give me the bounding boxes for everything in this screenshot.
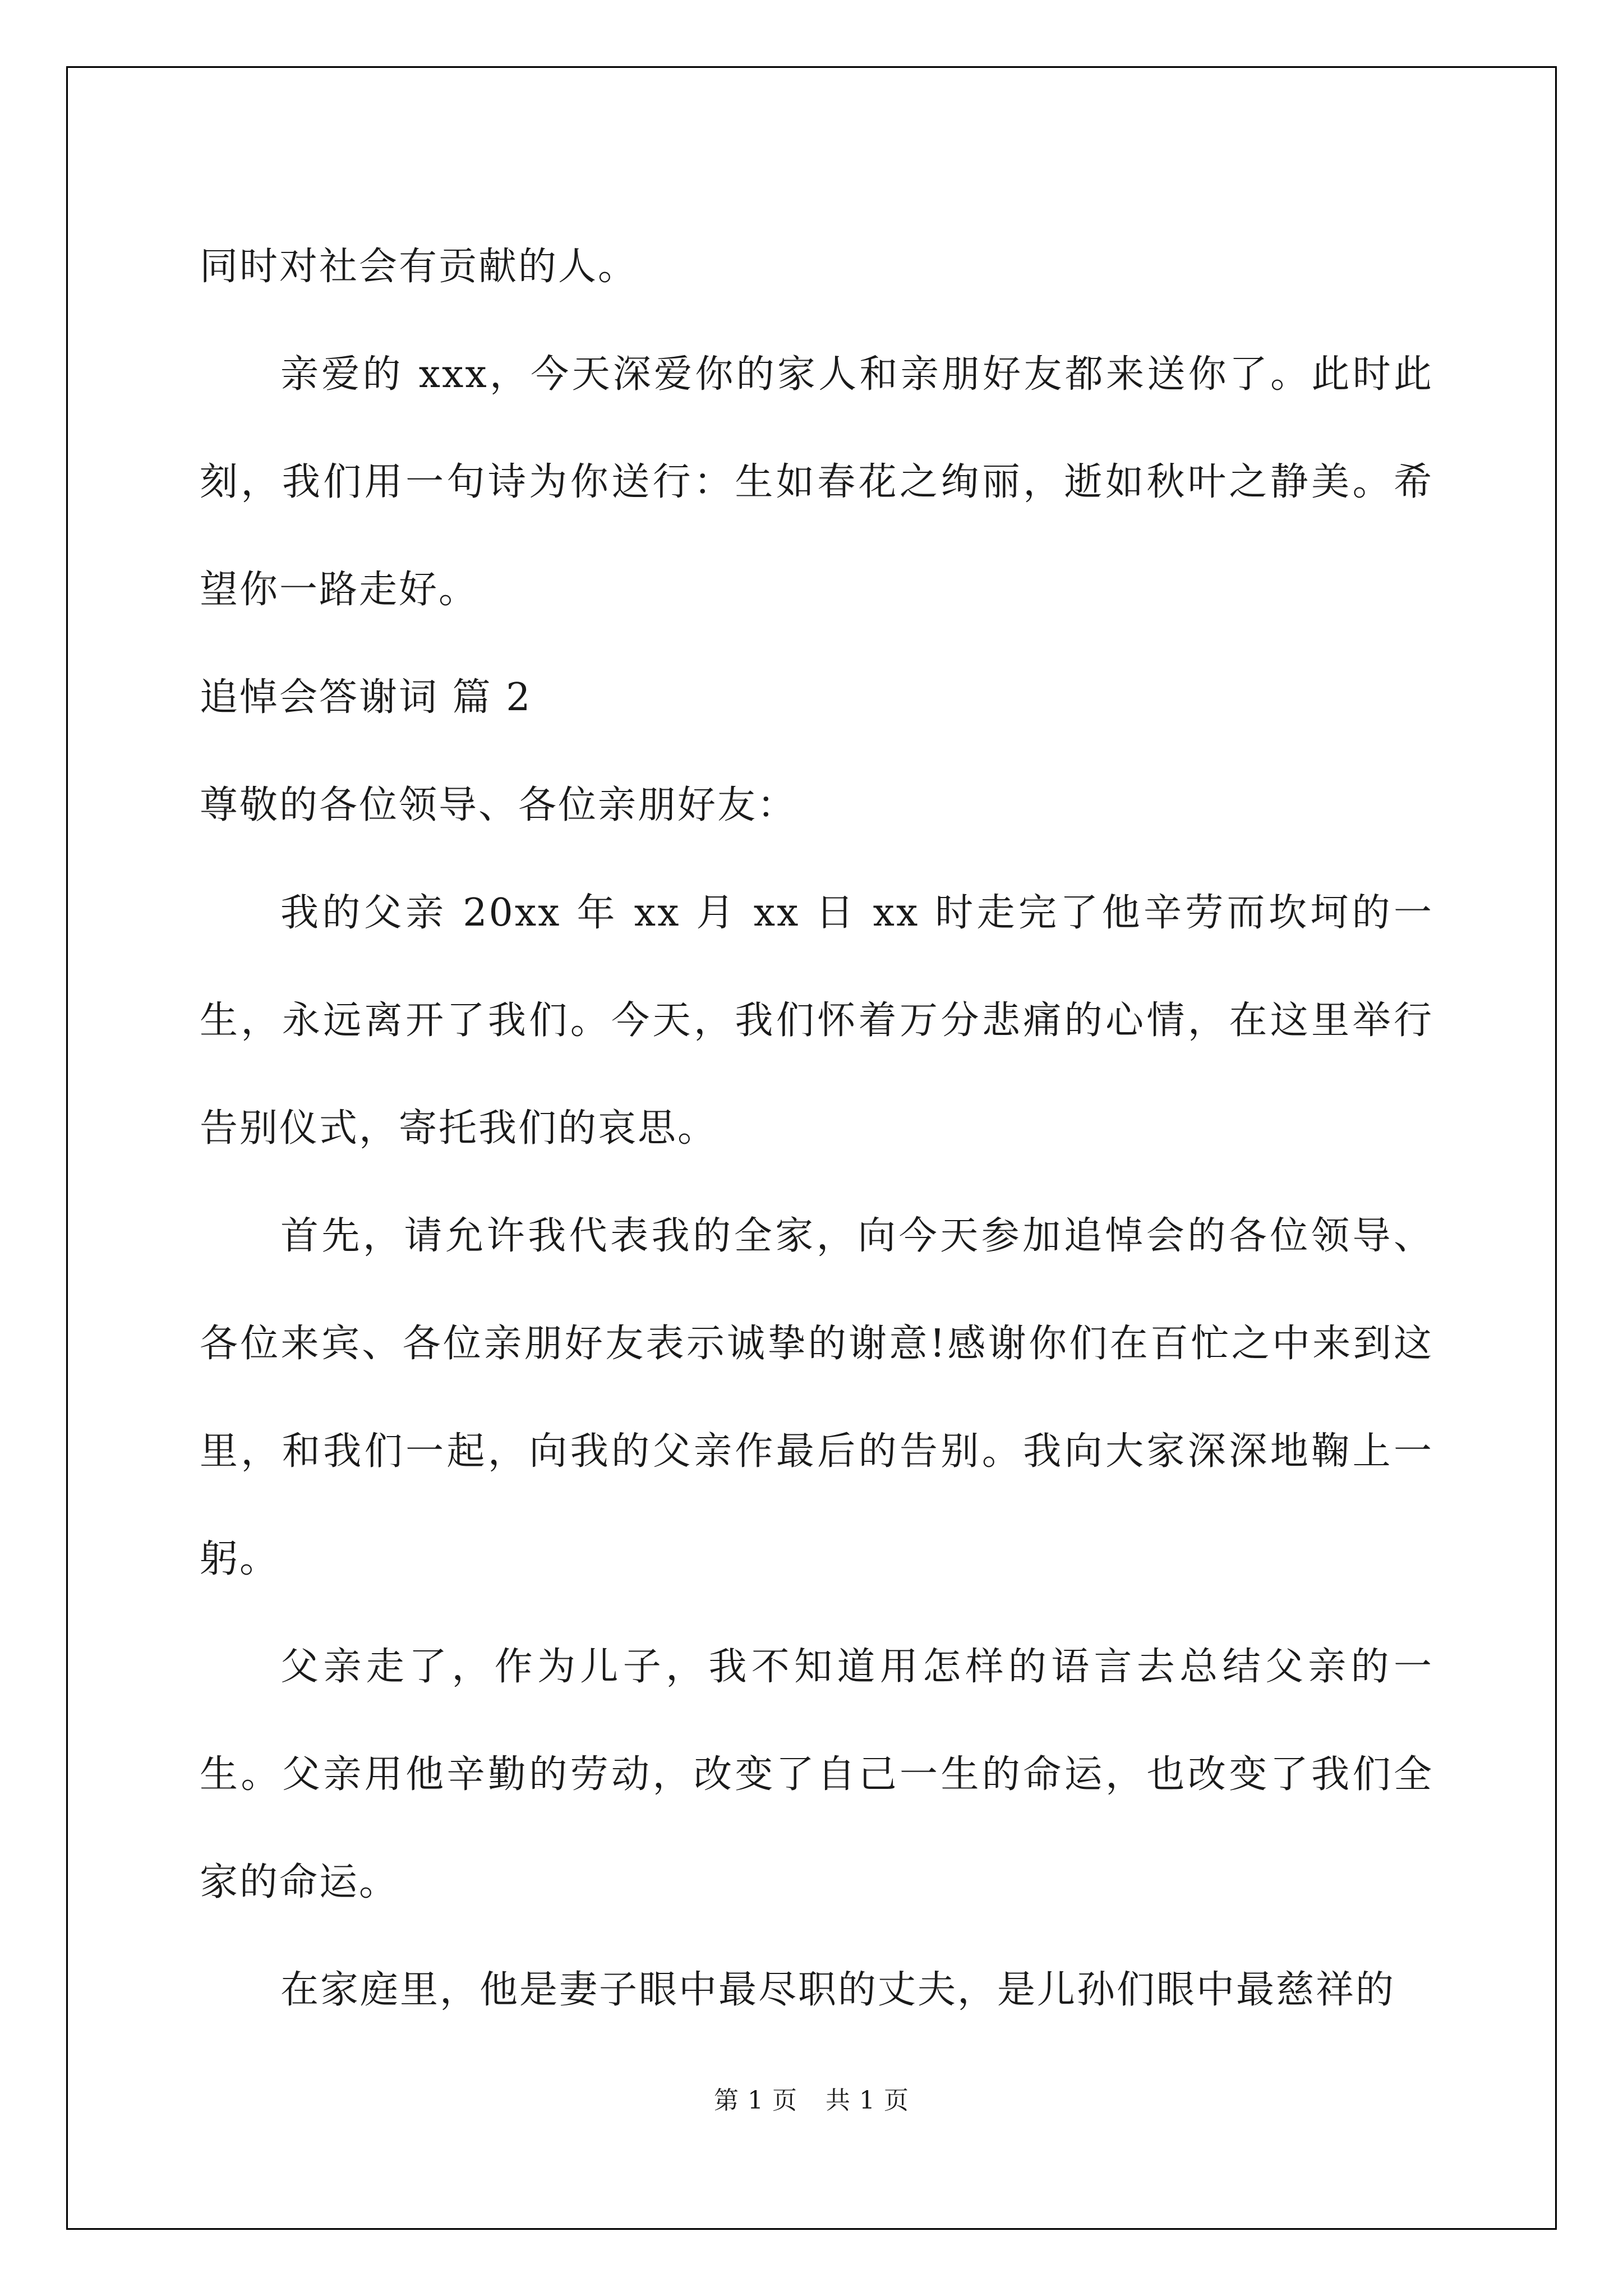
paragraph-2: 亲爱的 xxx，今天深爱你的家人和亲朋好友都来送你了。此时此刻，我们用一句诗为你送行：生如春花之绚丽，逝如秋叶之静美。希望你一路走好。: [200, 352, 1433, 612]
section-heading: 追悼会答谢词 篇 2: [200, 675, 532, 720]
document-body: [200, 213, 1433, 2044]
paragraph-5: 我的父亲 20xx 年 xx 月 xx 日 xx 时走完了他辛劳而坎坷的一生，永远离开了我们。今天，我们怀着万分悲痛的心情，在这里举行告别仪式，寄托我们的哀思。: [200, 891, 1433, 1151]
page-number: 第 1 页: [714, 2086, 797, 2115]
page-footer: [0, 2080, 1623, 2116]
salutation: 尊敬的各位领导、各位亲朋好友：: [200, 783, 797, 827]
paragraph-7: 父亲走了，作为儿子，我不知道用怎样的语言去总结父亲的一生。父亲用他辛勤的劳动，改变了自己一生的命运，也改变了我们全家的命运。: [200, 1645, 1433, 1904]
paragraph-6: 首先，请允许我代表我的全家，向今天参加追悼会的各位领导、各位来宾、各位亲朋好友表示诚挚的谢意!感谢你们在百忙之中来到这里，和我们一起，向我的父亲作最后的告别。我向大家深深地鞠上一躬。: [200, 1214, 1433, 1581]
paragraph-1: 同时对社会有贡献的人。: [200, 245, 638, 289]
paragraph-8: 在家庭里，他是妻子眼中最尽职的丈夫，是儿孙们眼中最慈祥的: [280, 1968, 1396, 2012]
page-total: 共 1 页: [826, 2086, 909, 2115]
